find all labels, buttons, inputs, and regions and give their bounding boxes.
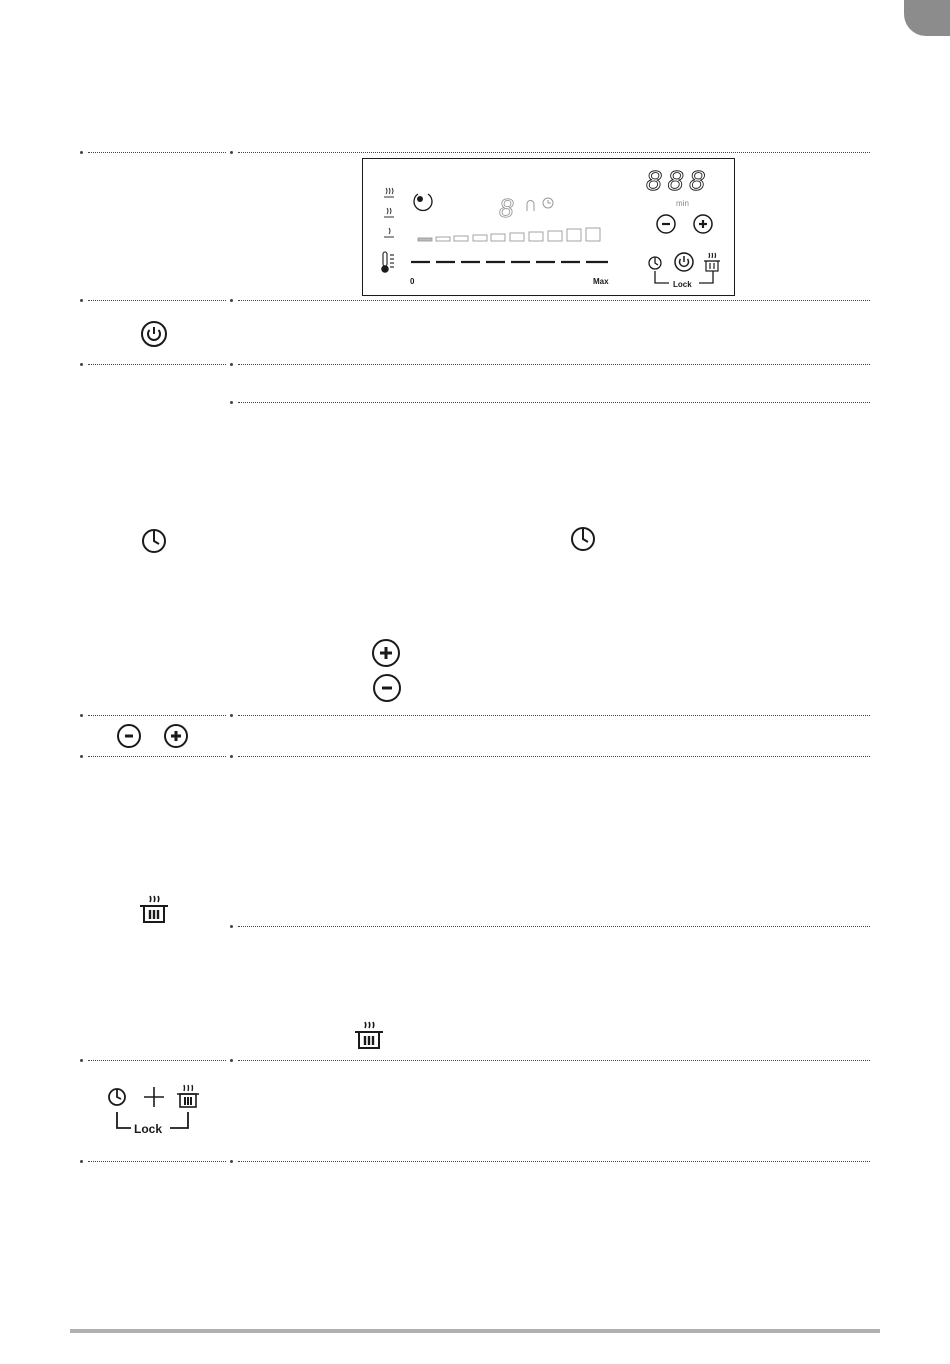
heat-level-1-icon <box>384 228 394 237</box>
control-panel-diagram <box>362 158 735 296</box>
lock-combo-label: Lock <box>134 1122 163 1136</box>
slider-max-label: Max <box>593 277 609 286</box>
page-tab-marker <box>904 0 950 36</box>
timer-minus-icon <box>657 215 675 233</box>
keep-warm-inline-icon <box>353 1019 385 1051</box>
timer-button-icon <box>141 528 167 554</box>
plus-sign-icon <box>144 1087 164 1107</box>
plus-icon-row <box>163 723 189 749</box>
lock-timer-icon <box>109 1089 125 1105</box>
slider-min-label: 0 <box>410 277 415 286</box>
power-button-icon <box>140 320 168 348</box>
power-level-bars <box>418 228 600 241</box>
zone-power-digit: 8 <box>499 193 514 223</box>
timer-icon <box>649 257 661 269</box>
heat-level-3-icon <box>384 188 394 197</box>
footer-rule <box>70 1329 880 1333</box>
lock-combination-diagram <box>104 1080 204 1140</box>
power-icon <box>675 253 693 271</box>
pan-indicator-icon <box>527 201 534 212</box>
timer-plus-icon <box>694 215 712 233</box>
timer-display-digits: 888 <box>646 165 711 196</box>
lock-keep-warm-icon <box>177 1085 199 1107</box>
keep-warm-button-icon <box>138 893 170 925</box>
timer-unit-label: min <box>676 199 689 208</box>
keep-warm-icon <box>704 253 720 271</box>
timer-inline-icon <box>570 526 596 552</box>
plus-button-icon <box>371 638 401 668</box>
minus-button-icon <box>372 673 402 703</box>
panel-lock-label: Lock <box>673 280 692 289</box>
zone-selector-icon <box>414 194 432 210</box>
zone-timer-indicator-icon <box>543 198 553 208</box>
minus-icon-row <box>116 723 142 749</box>
thermometer-icon <box>382 252 394 272</box>
heat-level-2-icon <box>384 208 394 217</box>
